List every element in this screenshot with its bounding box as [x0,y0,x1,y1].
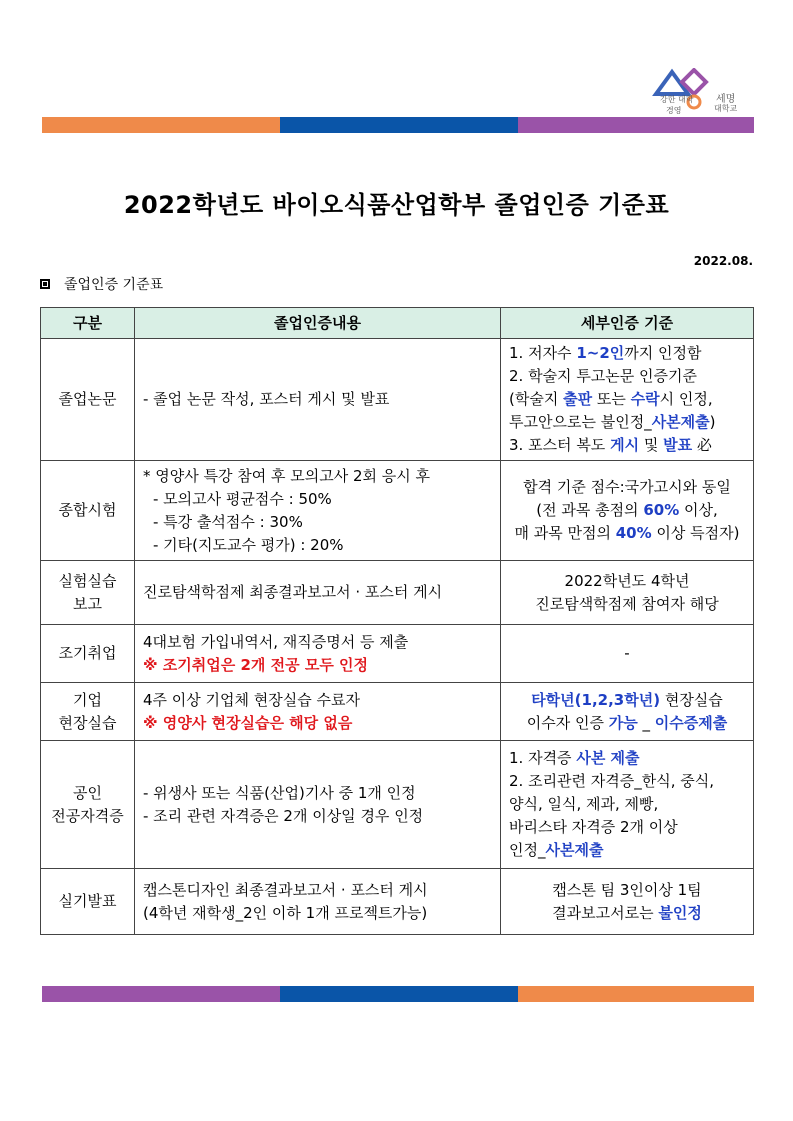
logo-caption-mid: 경영 [666,106,682,115]
row-content: 캡스톤디자인 최종결과보고서 · 포스터 게시 (4학년 재학생_2인 이하 1개 프로젝트가능) [135,869,501,935]
row-category: 실기발표 [41,869,135,935]
table-row [41,741,754,869]
row-criteria: - [501,625,754,683]
row-criteria: 1. 자격증 사본 제출 2. 조리관련 자격증_한식, 중식, 양식, 일식, 제과, 제빵, 바리스타 자격증 2개 이상 인정_사본제출 [501,741,754,869]
table-row [41,339,754,461]
row-category: 종합시험 [41,461,135,561]
row-criteria: 합격 기준 점수:국가고시와 동일 (전 과목 총점의 60% 이상, 매 과목 만점의 40% 이상 득점자) [501,461,754,561]
table-row [41,461,754,561]
row-category: 공인 전공자격증 [41,741,135,869]
row-content: 4대보험 가입내역서, 재직증명서 등 제출 ※ 조기취업은 2개 전공 모두 인정 [135,625,501,683]
logo-caption-right-top: 세명 [716,94,736,105]
row-content: 4주 이상 기업체 현장실습 수료자 ※ 영양사 현장실습은 해당 없음 [135,683,501,741]
logo-caption-right: 대학교 [714,104,738,113]
row-category: 졸업논문 [41,339,135,461]
table-row [41,869,754,935]
header-content: 졸업인증내용 [135,308,501,339]
logo-shapes-icon [648,68,758,118]
table-row [41,561,754,625]
square-bullet-icon [40,279,50,289]
row-category: 기업 현장실습 [41,683,135,741]
section-label: 졸업인증 기준표 [64,277,164,293]
row-content: 진로탐색학점제 최종결과보고서 · 포스터 게시 [135,561,501,625]
row-criteria: 1. 저자수 1~2인까지 인정함 2. 학술지 투고논문 인증기준 (학술지 출판 또는 수락시 인정, 투고안으로는 불인정_사본제출) 3. 포스터 복도 게시 및 발표 必 [501,339,754,461]
header-criteria: 세부인증 기준 [501,308,754,339]
row-criteria: 2022학년도 4학년 진로탐색학점제 참여자 해당 [501,561,754,625]
table-header-row [41,308,754,339]
page-title: 2022학년도 바이오식품산업학부 졸업인증 기준표 [123,191,670,219]
top-color-bar [42,117,754,133]
row-content: * 영양사 특강 참여 후 모의고사 2회 응시 후 - 모의고사 평균점수 : 50% - 특강 출석점수 : 30% - 기타(지도교수 평가) : 20% [135,461,501,561]
row-content: - 졸업 논문 작성, 포스터 게시 및 발표 [135,339,501,461]
university-logo [648,68,758,118]
row-category: 실험실습 보고 [41,561,135,625]
table-row [41,683,754,741]
criteria-table [40,307,754,935]
row-category: 조기취업 [41,625,135,683]
row-content: - 위생사 또는 식품(산업)기사 중 1개 인정 - 조리 관련 자격증은 2개 이상일 경우 인정 [135,741,501,869]
row-criteria: 타학년(1,2,3학년) 현장실습 이수자 인증 가능 _ 이수증제출 [501,683,754,741]
section-heading [40,274,163,294]
header-category: 구분 [41,308,135,339]
document-date: 2022.08. [693,254,753,268]
table-row [41,625,754,683]
logo-caption-left: 강한 대학 [660,95,694,104]
bottom-color-bar [42,986,754,1002]
row-criteria: 캡스톤 팀 3인이상 1팀 결과보고서로는 불인정 [501,869,754,935]
